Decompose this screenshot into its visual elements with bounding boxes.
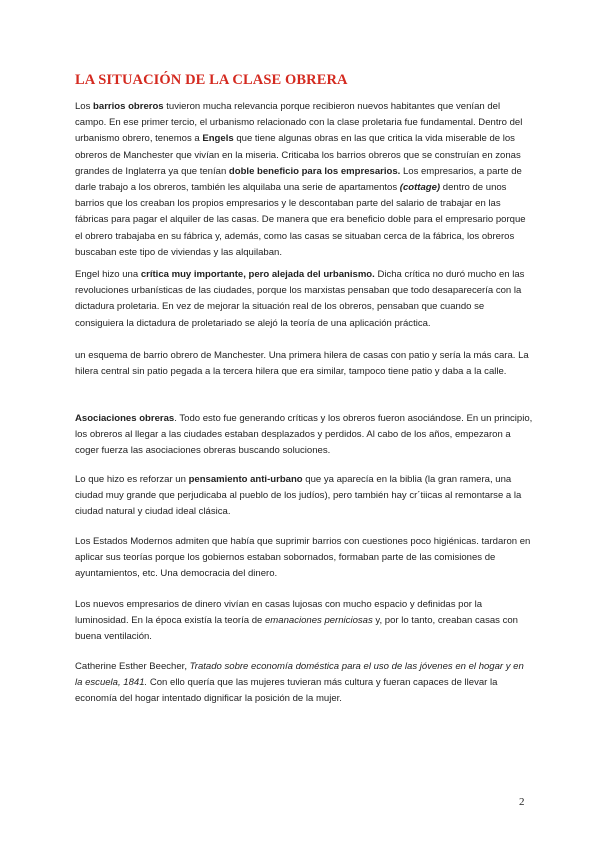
text-run: Los Estados Modernos admiten que había que suprimir barrios con cuestiones poco higiénicas. tardaron en aplicar sus teorías porque los gobiernos estaban sobornados, formaban parte de las comisiones de ayuntamientos, etc. Una democracia del dinero. — [75, 536, 531, 580]
page-number: 2 — [519, 796, 525, 808]
paragraph-catherine-beecher — [75, 659, 533, 708]
paragraph-critica-engels — [75, 267, 533, 332]
italic-run: emanaciones perniciosas — [265, 615, 373, 627]
italic-run: Tratado sobre economía doméstica para el uso de las jóvenes en el hogar y en la escuela, 1841. — [75, 661, 524, 689]
paragraph-nuevos-empresarios — [75, 597, 533, 646]
bold-run: pensamiento anti-urbano — [188, 474, 303, 485]
text-run: un esquema de barrio obrero de Manchester. Una primera hilera de casas con patio y sería la más cara. La hilera central sin patio pegada a la tercera hilera que era similar, tampoco tiene patio y daba a la calle. — [75, 350, 529, 378]
bold-italic-run — [400, 182, 440, 193]
text-run: Lo que hizo es reforzar un — [75, 474, 189, 485]
paragraph-barrios-obreros — [75, 99, 533, 261]
text-run: . Todo esto fue generando críticas y los obreros fueron asociándose. En un principio, los obreros al llegar a las ciudades estaban desplazados y perdidos. Al cabo de los años, empezaron a coger fuerza las asociaciones obreras buscando soluciones. — [75, 413, 533, 457]
bold-run: Asociaciones obreras — [75, 413, 175, 424]
text-run: que ya aparecía en la biblia (la gran ramera, una ciudad muy grande que perjudicaba al pueblo de los judíos), pero también hay cr´tiicas al remontarse a la ciudad natural y ciudad ideal clásica. — [75, 474, 522, 518]
paragraph-estados-modernos — [75, 534, 533, 583]
bold-run: crítica muy importante, pero alejada del urbanismo. — [140, 269, 375, 280]
text-run: que tiene algunas obras en las que critica la vida miserable de los obreros de Manchester que vivían en la miseria. Criticaba los barrios obreros que se construían en zonas grandes de Inglaterra ya que tenían — [75, 133, 521, 177]
text-run: Los nuevos empresarios de dinero vivían en casas lujosas con mucho espacio y definidas por la luminosidad. En la época existía la teoría de — [75, 599, 483, 627]
text-run: Los empresarios, a parte de darle trabajo a los obreros, también les alquilaba una serie de apartamentos — [75, 165, 522, 194]
text-run: Los — [75, 101, 94, 112]
text-run: y, por lo tanto, creaban casas con buena ventilación. — [75, 615, 518, 643]
text-run: Con ello quería que las mujeres tuvieran más cultura y fueran capaces de llevar la economía del hogar intentado dignificar la posición de la mujer. — [75, 677, 498, 705]
text-run: Catherine Esther Beecher, — [75, 661, 190, 672]
bold-run: barrios obreros — [93, 101, 164, 112]
text-run: tuvieron mucha relevancia porque recibieron nuevos habitantes que venían del campo. En ese primer tercio, el urbanismo relacionado con la clase proletaria fue fundamental. Dentro del urbanismo obrero, tenemos a — [75, 101, 523, 145]
paragraph-pensamiento-anti-urbano — [75, 472, 533, 521]
text-run: dentro de unos barrios que los creaban los propios empresarios y le descontaban parte del salario de trabajar en las fábricas para pagar el alquiler de las casas. De manera que era beneficio doble para el empresario porque el obrero trabajaba en su fábrica y, además, como las casas se situaban cerca de la fábrica, los obreros buscaban este tipo de viviendas y las alquilaban. — [75, 182, 526, 258]
emphasis-text: (cottage) — [399, 182, 441, 194]
paragraph-asociaciones-obreras — [75, 411, 533, 460]
paragraph-esquema-manchester — [75, 348, 533, 380]
bold-run: Engels — [202, 133, 234, 145]
page-title: LA SITUACIÓN DE LA CLASE OBRERA — [75, 72, 348, 88]
text-run: Dicha crítica no duró mucho en las revoluciones urbanísticas de las ciudades, porque los marxistas pensaban que todo desaparecería con la dictadura proletaria. En vez de mejorar la situación real de los obreros, pensaban que cuando se consiguiera la dictadura de proletariado se alejó la teoría de una aplicación práctica. — [75, 269, 525, 329]
text-run: Engel hizo una — [75, 269, 141, 280]
bold-run: doble beneficio para los empresarios. — [228, 165, 401, 177]
